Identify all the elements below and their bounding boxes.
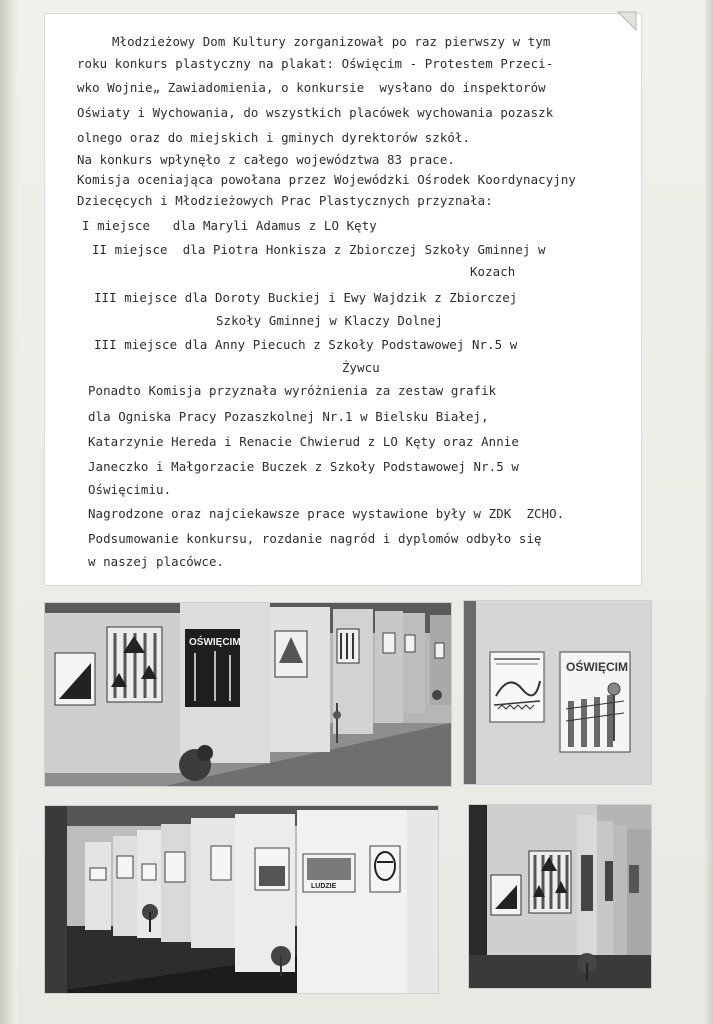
typed-line-17: dla Ogniska Pracy Pozaszkolnej Nr.1 w Bielsku Białej, bbox=[88, 409, 489, 424]
typed-line-6: Na konkurs wpłynęło z całego województwa 83 prace. bbox=[77, 152, 455, 167]
typed-line-10: II miejsce dla Piotra Honkisza z Zbiorczej Szkoły Gminnej w bbox=[92, 242, 546, 257]
typed-line-23: w naszej placówce. bbox=[88, 554, 225, 569]
exhibition-photo-bottom-right bbox=[469, 805, 651, 988]
exhibition-photo-top-left bbox=[45, 603, 451, 786]
typed-line-2: roku konkurs plastyczny na plakat: Oświęcim - Protestem Przeci- bbox=[77, 56, 554, 71]
exhibition-photo-top-right bbox=[464, 601, 651, 784]
typed-line-15: Żywcu bbox=[342, 360, 380, 375]
typed-line-8: Dziecęcych i Młodzieżowych Prac Plastycznych przyznała: bbox=[77, 193, 493, 208]
typed-line-21: Nagrodzone oraz najciekawsze prace wystawione były w ZDK ZCHO. bbox=[88, 506, 565, 521]
typed-line-5: olnego oraz do miejskich i gminych dyrektorów szkół. bbox=[77, 130, 471, 145]
typed-line-1: Młodzieżowy Dom Kultury zorganizował po raz pierwszy w tym bbox=[112, 34, 551, 49]
typed-line-13: Szkoły Gminnej w Klaczy Dolnej bbox=[216, 313, 443, 328]
typed-line-11: Kozach bbox=[470, 264, 516, 279]
poster-title-bottom-left: LUDZIE bbox=[311, 883, 337, 890]
photo-corner-mount bbox=[616, 10, 638, 32]
typed-line-7: Komisja oceniająca powołana przez Wojewódzki Ośrodek Koordynacyjny bbox=[77, 172, 576, 187]
typed-line-19: Janeczko i Małgorzacie Buczek z Szkoły Podstawowej Nr.5 w bbox=[88, 459, 519, 474]
typed-line-14: III miejsce dla Anny Piecuch z Szkoły Podstawowej Nr.5 w bbox=[94, 337, 518, 352]
page-right-edge bbox=[705, 0, 713, 1024]
typed-line-9: I miejsce dla Maryli Adamus z LO Kęty bbox=[82, 218, 377, 233]
typed-line-22: Podsumowanie konkursu, rozdanie nagród i dyplomów odbyło się bbox=[88, 531, 542, 546]
poster-title-top-right: OŚWIĘCIM bbox=[566, 660, 628, 674]
poster-title-top-left: OŚWIĘCIM bbox=[189, 637, 241, 648]
typed-line-12: III miejsce dla Doroty Buckiej i Ewy Wajdzik z Zbiorczej bbox=[94, 290, 518, 305]
typed-line-3: wko Wojnie„ Zawiadomienia, o konkursie wysłano do inspektorów bbox=[77, 80, 546, 95]
typed-line-16: Ponadto Komisja przyznała wyróżnienia za zestaw grafik bbox=[88, 383, 497, 398]
exhibition-photo-bottom-left bbox=[45, 806, 438, 993]
typed-line-20: Oświęcimiu. bbox=[88, 482, 172, 497]
page-binding-edge bbox=[0, 0, 18, 1024]
typed-line-18: Katarzynie Hereda i Renacie Chwierud z LO Kęty oraz Annie bbox=[88, 434, 519, 449]
typed-line-4: Oświaty i Wychowania, do wszystkich placówek wychowania pozaszk bbox=[77, 105, 554, 120]
